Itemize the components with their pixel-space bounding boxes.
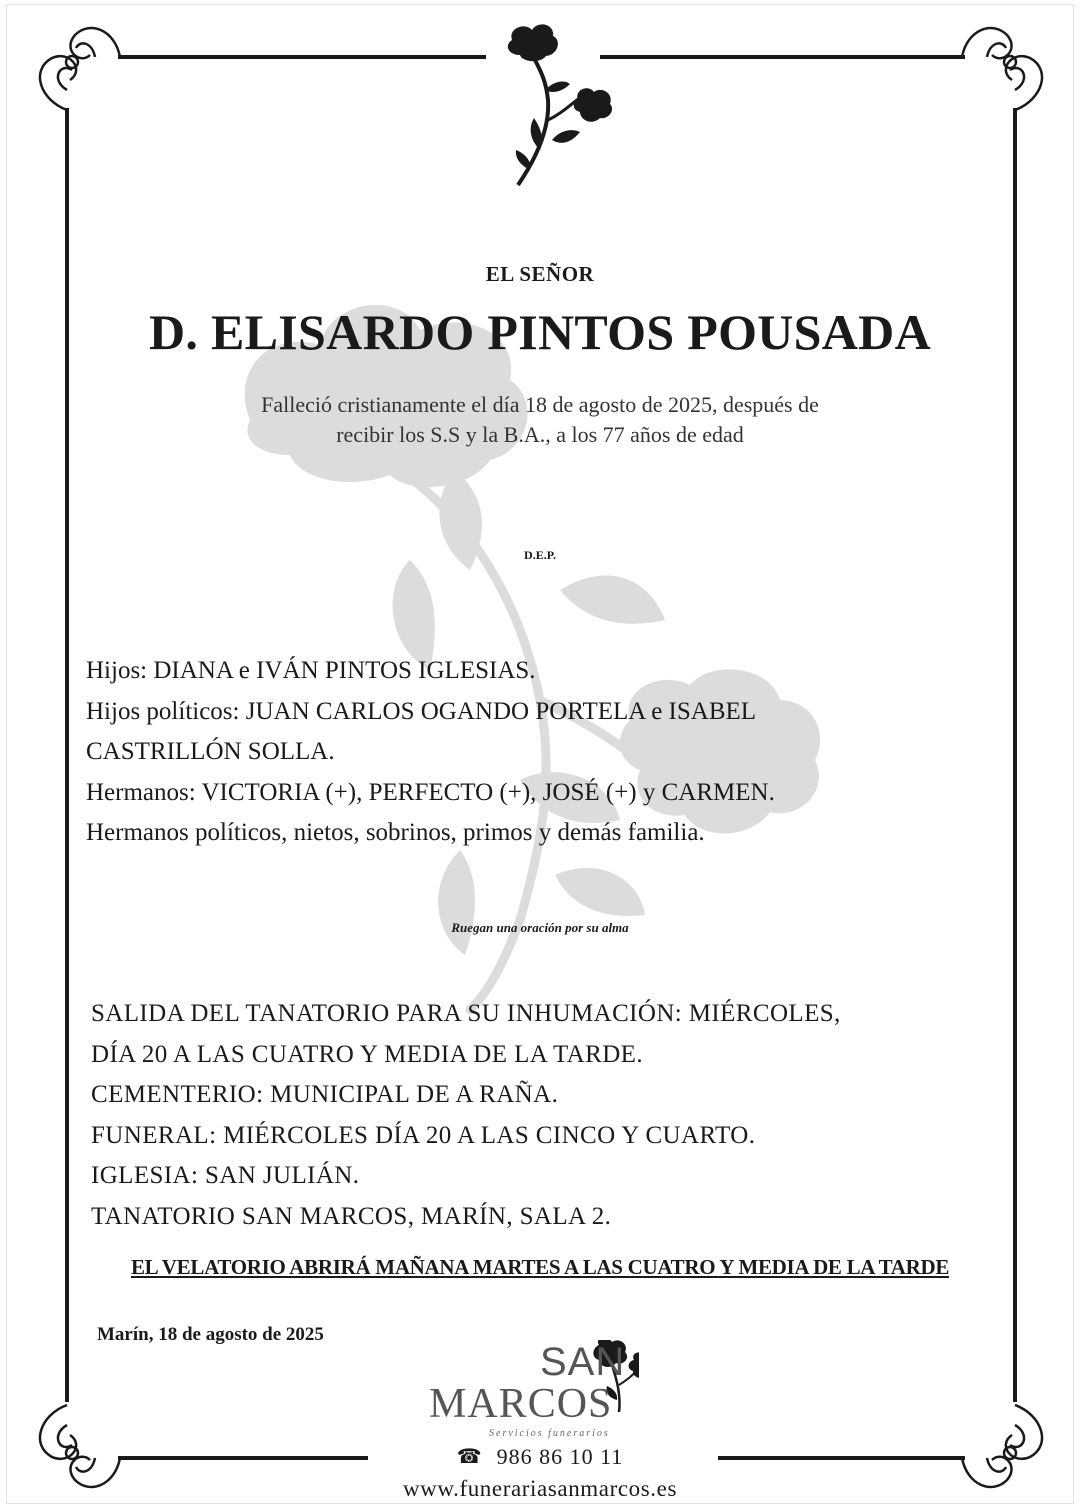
family-line: Hijos: DIANA e IVÁN PINTOS IGLESIAS. [86,657,536,684]
family-list [86,651,986,854]
service-line: CEMENTERIO: MUNICIPAL DE A RAÑA. [91,1081,559,1108]
brand-name-line-2: MARCOS [429,1381,613,1427]
intro-title: EL SEÑOR [485,262,595,286]
family-line: Hermanos políticos, nietos, sobrinos, primos y demás familia. [86,819,705,846]
funeral-home-logo [429,1340,639,1440]
prayer-request: Ruegan una oración por su alma [451,920,629,935]
death-statement-line: Falleció cristianamente el día 18 de agosto de 2025, después de [261,392,819,417]
rose-icon [508,24,612,185]
service-line: DÍA 20 A LAS CUATRO Y MEDIA DE LA TARDE. [91,1040,643,1068]
brand-name-line-1: SAN [540,1340,626,1384]
service-line: TANATORIO SAN MARCOS, MARÍN, SALA 2. [91,1202,612,1230]
corner-ornament-top-left [40,28,120,110]
family-line: CASTRILLÓN SOLLA. [86,738,335,765]
family-line: Hermanos: VICTORIA (+), PERFECTO (+), JOSÉ (+) y CARMEN. [86,778,775,806]
corner-ornament-top-right [962,28,1042,110]
death-statement [0,390,1080,450]
place-date: Marín, 18 de agosto de 2025 [97,1324,324,1345]
wake-notice: EL VELATORIO ABRIRÁ MAÑANA MARTES A LAS CUATRO Y MEDIA DE LA TARDE [130,1255,950,1279]
dep-label: D.E.P. [524,548,556,562]
contact-phone [0,1444,1080,1470]
service-line: FUNERAL: MIÉRCOLES DÍA 20 A LAS CINCO Y CUARTO. [91,1121,756,1149]
service-line: SALIDA DEL TANATORIO PARA SU INHUMACIÓN: MIÉRCOLES, [91,1000,841,1027]
death-statement-line: recibir los S.S y la B.A., a los 77 años de edad [336,422,744,447]
phone-number: 986 86 10 11 [496,1444,624,1469]
service-line: IGLESIA: SAN JULIÁN. [91,1162,360,1189]
brand-tagline: Servicios funerarios [489,1428,610,1439]
family-line: Hijos políticos: JUAN CARLOS OGANDO PORTELA e ISABEL [86,697,757,725]
deceased-name: D. ELISARDO PINTOS POUSADA [148,304,932,360]
website-link[interactable]: www.funerariasanmarcos.es [402,1476,678,1501]
service-details [91,994,1011,1237]
telephone-icon: ☎ [456,1446,483,1468]
